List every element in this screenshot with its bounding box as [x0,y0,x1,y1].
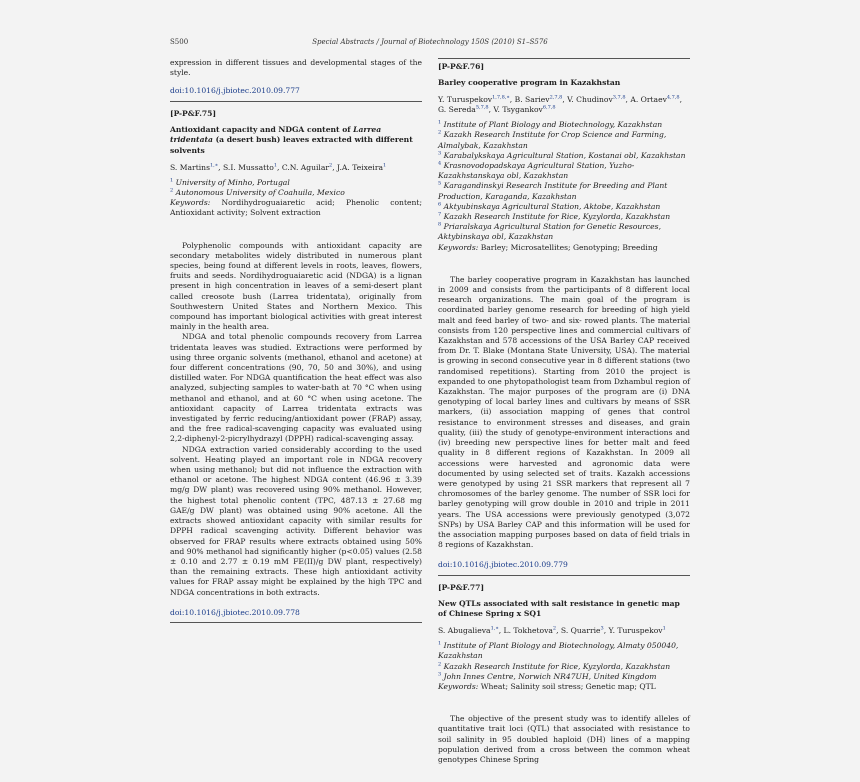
doi-link[interactable]: doi:10.1016/j.jbiotec.2010.09.777 [170,86,300,96]
author[interactable]: S. Martins [170,162,210,172]
affil-number: 5 [438,180,442,187]
affil-text: Priaralskaya Agricultural Station for Genetic Resources, Aktybinskaya obl, Kazakhstan [438,222,661,242]
author[interactable]: , S. Quarrie [556,625,601,635]
keywords-label: Keywords: [438,681,479,691]
affil-text: John Innes Centre, Norwich NR47UH, United Kingdom [443,671,657,681]
paragraph: Polyphenolic compounds with antioxidant capacity are secondary metabolites widely distributed in numerous plant species, being found at different levels in roots, leaves, flowers, fruits and seeds. Nordihydroguaiaretic acid (NDGA) is a lignan present in high concentration in leaves of a semi-desert plant called creosote bush (Larrea tridentata), originally from Southwestern United States and Northern Mexico. This compound has important biological activities with great interest mainly in the health area. [170,240,422,332]
affil-text: Karabalykskaya Agricultural Station, Kostanai obl, Kazakhstan [443,150,686,160]
author-affil-ref: 2 [329,162,333,169]
affil-number: 1 [438,119,442,126]
right-column [438,58,690,765]
affil-text: Institute of Plant Biology and Biotechnology, Kazakhstan [443,120,663,130]
doi-link[interactable]: doi:10.1016/j.jbiotec.2010.09.778 [170,607,300,617]
author-affil-ref: 1,7,8,∗ [492,94,510,101]
abstract-title: Barley cooperative program in Kazakhstan [438,78,621,88]
author-list [438,95,690,115]
author[interactable]: , A. Ortaev [625,94,667,104]
affiliation [438,662,690,672]
continued-text: expression in different tissues and developmental stages of the style. [170,58,422,78]
abstract-code: [P-P&F.76] [438,62,485,71]
section-divider [438,58,690,59]
keywords-label: Keywords: [170,198,211,208]
keywords-text: Barley; Microsatellites; Genotyping; Breeding [480,242,658,252]
section-divider [170,622,422,623]
affil-number: 7 [438,211,442,218]
abstract-code: [P-P&F.77] [438,582,485,592]
author[interactable]: , Y. Turuspekov [603,625,663,635]
affil-number: 6 [438,201,442,208]
page-number: S500 [170,38,189,46]
author[interactable]: , V. Tsygankov [488,105,543,114]
author-affil-ref: 3,7,8 [612,94,626,101]
affil-number: 4 [438,160,442,167]
doi-link[interactable]: doi:10.1016/j.jbiotec.2010.09.779 [438,560,568,570]
keywords [438,682,690,692]
affil-number: 3 [438,150,442,157]
affiliation [438,672,690,682]
affiliation [438,181,690,201]
affiliation [438,202,690,212]
affil-text: Autonomous University of Coahuila, Mexico [175,188,345,197]
affiliation [170,188,422,198]
left-column [170,58,422,630]
abstract-code: [P-P&F.75] [170,108,217,118]
affil-text: Krasnovodopadskaya Agricultural Station, Yuzho-Kazakhstanskaya obl, Kazakhstan [438,161,635,181]
affil-number: 2 [438,661,442,667]
author[interactable]: Y. Turuspekov [438,94,493,104]
title-part: (a desert bush) leaves extracted with different solvents [170,135,413,155]
author-affil-ref: 1,∗ [209,162,219,169]
keywords [438,243,690,253]
abstract-title [170,125,422,157]
title-part: Antioxidant capacity and NDGA content of [170,124,354,134]
author-affil-ref: 1,∗ [490,625,499,632]
abstract-title: New QTLs associated with salt resistance in genetic map of Chinese Spring x SQ1 [438,598,680,619]
author[interactable]: S. Abugalieva [438,625,491,635]
author-affil-ref: 1 [383,162,387,169]
author-affil-ref: 5,7,8 [475,104,489,111]
author[interactable]: , V. Chudinov [562,94,613,104]
author[interactable]: , J.A. Teixeira [332,162,383,172]
author[interactable]: , C.N. Aguilar [277,162,330,172]
author-affil-ref: 4,7,8 [666,94,680,101]
paragraph: The objective of the present study was to identify alleles of quantitative trait loci (QTL) that associated with resistance to soil salinity in 95 doubled haploid (DH) lines of a mapping population derived from a cross between the common wheat genotypes Chinese Spring [438,714,690,764]
doi-line [170,608,422,618]
affiliation [438,161,690,181]
keywords-text: Wheat; Salinity soil stress; Genetic map; QTL [480,681,656,691]
affil-number: 3 [438,671,442,678]
author[interactable]: , L. Tokhetova [498,625,553,635]
section-divider [170,101,422,102]
affil-number: 1 [438,640,442,647]
affiliation [438,212,690,222]
affil-number: 2 [438,129,442,136]
affiliation [438,120,690,130]
author[interactable]: , B. Sariev [509,94,550,104]
affiliation [170,178,422,188]
doi-line [438,560,690,570]
author-list [170,163,422,173]
doi-line [170,86,422,96]
paragraph: The barley cooperative program in Kazakhstan has launched in 2009 and consists from the participants of 8 different local research organizations. The main goal of the program is coordinated barley genome research for breeding of high yield malt and feed barley of two- and six- rowed plants. The material consists from 120 perspective lines and commercial cultivars of Kazakhstan and 578 accessions of the USA Barley CAP received from Dr. T. Blake (Montana State University, USA). The material is growing in second consecutive year in 8 different stations (two randomised repetitions). Starting from 2010 the project is expanded to one phytopathologist team from Dzhambul region of Kazakhstan. The major purposes of the program are (i) DNA genotyping of local barley lines and cultivars by means of SSR markers, (ii) association mapping of genes that control resistance to environment stresses and diseases, and grain quality, (iii) the study of genotype-environment interactions and (iv) breeding new perspective lines for better malt and feed quality in 8 different regions of Kazakhstan. In 2009 all accessions were harvested and agronomic data were documented by using selected set of traits. Kazakh accessions were genotyped by using 21 SSR markers that represent all 7 chromosomes of the barley genome. The number of SSR loci for barley genotyping will grow double in 2010 and triple in 2011 years. The USA accessions were previously genotyped (3,072 SNPs) by USA Barley CAP and this information will be used for the association mapping purposes based on data of field trials in 8 regions of Kazakhstan. [438,274,690,550]
author-affil-ref: 2,7,8 [549,94,563,101]
title-species: Larrea tridentata [170,124,382,145]
affil-number: 8 [438,221,442,228]
affil-number: 2 [170,187,174,194]
journal-citation: Special Abstracts / Journal of Biotechnology 150S (2010) S1–S576 [312,38,548,46]
affil-text: University of Minho, Portugal [175,177,290,187]
author-affil-ref: 2 [552,625,557,632]
abstract-p-pf-75 [170,109,422,623]
author[interactable]: , G. Sereda [438,94,683,114]
affil-text: Kazakh Research Institute for Rice, Kyzylorda, Kazakhstan [443,661,671,671]
author-list [438,626,690,636]
affil-text: Karagandinskyi Research Institute for Breeding and Plant Production, Karaganda, Kazakhstan [438,181,668,201]
keywords-text: Nordihydroguaiaretic acid; Phenolic content; Antioxidant activity; Solvent extraction [170,198,422,218]
author-affil-ref: 6,7,8 [542,104,556,111]
section-divider [438,575,690,576]
abstract-p-pf-76 [438,62,690,576]
affiliation [438,222,690,242]
affil-text: Kazakh Research Institute for Rice, Kyzylorda, Kazakhstan [443,212,671,222]
affiliation [438,151,690,161]
affil-number: 1 [170,177,174,184]
affiliation [438,641,690,661]
keywords [170,198,422,218]
abstract-p-pf-77 [438,583,690,766]
keywords-label: Keywords: [438,242,479,252]
affiliation [438,130,690,150]
author-affil-ref: 3 [600,625,604,632]
affil-text: Kazakh Research Institute for Crop Science and Farming, Almalybak, Kazakhstan [438,130,667,150]
paragraph: NDGA extraction varied considerably according to the used solvent. Heating played an important role in NDGA recovery when using methanol; but did not influence the extraction with ethanol or acetone. The highest NDGA content (46.96 ± 3.39 mg/g DW plant) was recovered using 90% methanol. However, the highest total phenolic content (TPC, 487.13 ± 27.68 mg GAE/g DW plant) was obtained using 90% acetone. All the extracts showed antioxidant capacity with similar results for DPPH radical scavenging activity. Different behavior was observed for FRAP results where extracts obtained using 50% and 90% methanol had significantly higher (p<0.05) values (2.58 ± 0.10 and 2.77 ± 0.19 mM FE(II)/g DW plant, respectively) than the remaining extracts. These high antioxidant activity values for FRAP assay might be explained by the high TPC and NDGA concentrations in both extracts. [170,444,422,597]
author-affil-ref: 1 [662,625,666,632]
affil-text: Aktyubinskaya Agricultural Station, Aktobe, Kazakhstan [443,201,661,211]
paragraph: NDGA and total phenolic compounds recovery from Larrea tridentata leaves was studied. Extractions were performed by using three organic solvents (methanol, ethanol and acetone) at four different concentrations (90, 70, 50 and 30%), and using distilled water. For NDGA quantification the heat effect was also analyzed, subjecting samples to water-bath at 70 °C when using methanol and ethanol, and at 60 °C when using acetone. The antioxidant capacity of Larrea tridentata extracts was investigated by ferric reducing/antioxidant power (FRAP) assay, and the free radical-scavenging capacity was evaluated using 2,2-diphenyl-2-picrylhydrazyl (DPPH) radical-scavenging assay. [170,332,422,444]
author-affil-ref: 1 [273,162,277,169]
affil-text: Institute of Plant Biology and Biotechnology, Almaty 050040, Kazakhstan [438,641,679,661]
author[interactable]: , S.I. Mussatto [218,162,274,172]
